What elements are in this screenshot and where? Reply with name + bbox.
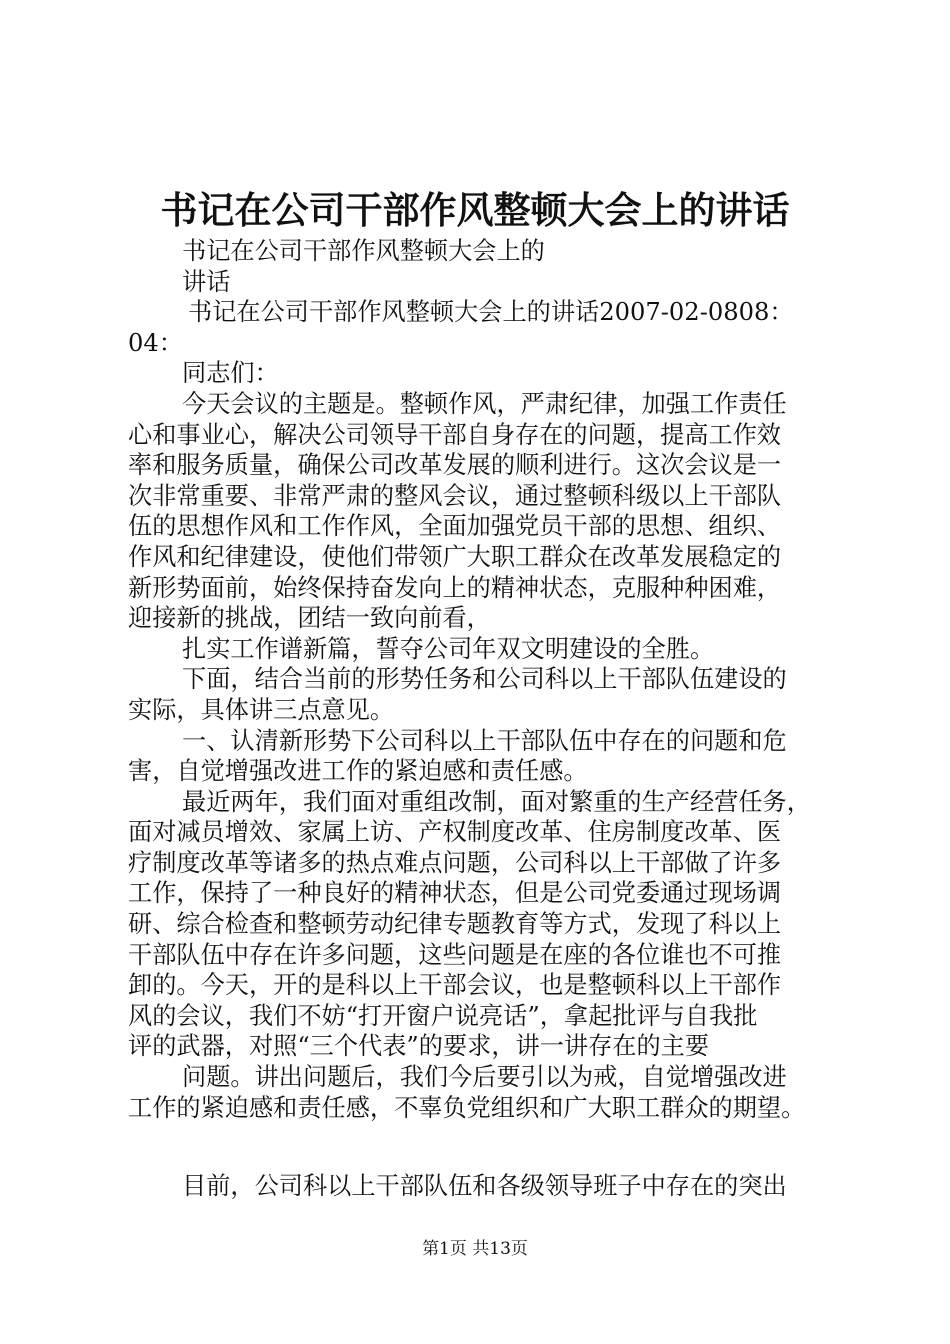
body-line: 作风和纪律建设，使他们带领广大职工群众在改革发展稳定的 — [128, 542, 782, 571]
paragraph-gap — [128, 1123, 838, 1171]
body-line: 04： — [128, 328, 183, 357]
body-line: 率和服务质量，确保公司改革发展的顺利进行。这次会议是一 — [128, 451, 782, 480]
body-line: 迎接新的挑战，团结一致向前看， — [128, 604, 491, 633]
body-line: 风的会议，我们不妨“打开窗户说亮话”，拿起批评与自我批 — [128, 1001, 758, 1030]
body-line: 新形势面前，始终保持奋发向上的精神状态，克服种种困难， — [128, 573, 782, 602]
body-line: 书记在公司干部作风整顿大会上的 — [182, 237, 545, 265]
body-line: 害，自觉增强改进工作的紧迫感和责任感。 — [128, 757, 588, 786]
body-line: 目前，公司科以上干部队伍和各级领导班子中存在的突出 — [182, 1172, 787, 1201]
page-footer: 第1页 共13页 — [422, 1239, 528, 1259]
body-line: 书记在公司干部作风整顿大会上的讲话2007-02-0808： — [188, 298, 794, 327]
body-line: 讲话 — [182, 267, 231, 296]
body-line: 扎实工作谱新篇，誓夺公司年双文明建设的全胜。 — [182, 634, 715, 663]
body-line: 问题。讲出问题后，我们今后要引以为戒，自觉增强改进 — [182, 1063, 787, 1092]
body-line: 今天会议的主题是。整顿作风，严肃纪律，加强工作责任 — [182, 389, 787, 418]
body-line: 实际，具体讲三点意见。 — [128, 695, 395, 724]
body-line: 面对减员增效、家属上访、产权制度改革、住房制度改革、医 — [128, 818, 782, 847]
body-line: 心和事业心，解决公司领导干部自身存在的问题，提高工作效 — [128, 420, 782, 449]
body-line: 研、综合检查和整顿劳动纪律专题教育等方式，发现了科以上 — [128, 910, 782, 939]
body-line: 评的武器，对照“三个代表”的要求，讲一讲存在的主要 — [128, 1032, 710, 1061]
body-line: 最近两年，我们面对重组改制，面对繁重的生产经营任务， — [182, 787, 811, 816]
body-line: 下面，结合当前的形势任务和公司科以上干部队伍建设的 — [182, 665, 787, 694]
body-line: 一、认清新形势下公司科以上干部队伍中存在的问题和危 — [182, 726, 787, 755]
body-line: 干部队伍中存在许多问题，这些问题是在座的各位谁也不可推 — [128, 940, 782, 969]
body-line: 卸的。今天，开的是科以上干部会议，也是整顿科以上干部作 — [128, 971, 782, 1000]
body-line: 次非常重要、非常严肃的整风会议，通过整顿科级以上干部队 — [128, 481, 782, 510]
body-line: 伍的思想作风和工作作风，全面加强党员干部的思想、组织、 — [128, 512, 782, 541]
body-line: 工作，保持了一种良好的精神状态，但是公司党委通过现场调 — [128, 879, 782, 908]
document-title: 书记在公司干部作风整顿大会上的讲话 — [160, 188, 790, 232]
body-line: 疗制度改革等诸多的热点难点问题，公司科以上干部做了许多 — [128, 848, 782, 877]
document-body — [128, 236, 838, 1202]
body-line: 同志们： — [182, 359, 279, 388]
body-line: 工作的紧迫感和责任感，不辜负党组织和广大职工群众的期望。 — [128, 1093, 806, 1122]
